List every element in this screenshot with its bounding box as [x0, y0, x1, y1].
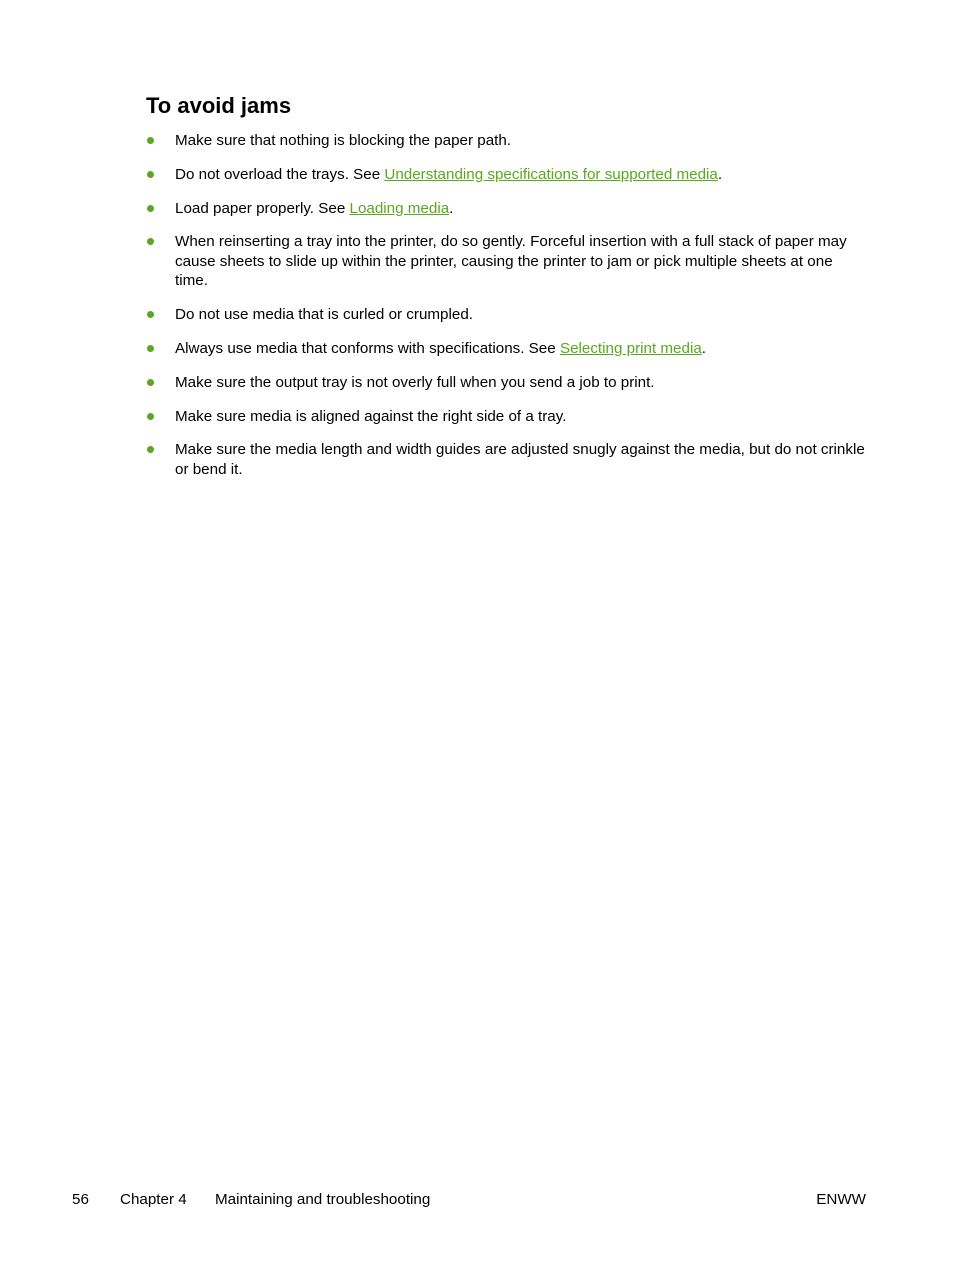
list-item-text: Do not overload the trays. See — [175, 165, 385, 183]
list-item-text: When reinserting a tray into the printer, do so gently. Forceful insertion with a full stack of paper may cause sheets to slide up within the printer, causing the printer to jam or pick multiple sheets at one time. — [175, 233, 847, 290]
bullet-icon — [147, 446, 154, 453]
bullet-icon — [147, 137, 154, 144]
list-item — [146, 440, 866, 479]
list-item — [146, 232, 866, 291]
list-item-text-end: . — [717, 165, 723, 183]
list-item-text: Always use media that conforms with specifications. See — [175, 339, 560, 357]
list-item-text: Do not use media that is curled or crumpled. — [175, 306, 473, 324]
page-number: 56 — [72, 1191, 89, 1208]
section-heading: To avoid jams — [146, 93, 292, 118]
list-item — [146, 165, 866, 185]
bullet-icon — [147, 379, 154, 386]
list-item-text-end: . — [449, 199, 454, 217]
jam-avoidance-list — [146, 131, 866, 494]
bullet-icon — [147, 345, 154, 352]
chapter-label: Chapter 4 — [120, 1191, 187, 1208]
list-item-text: Load paper properly. See — [175, 199, 350, 217]
list-item — [146, 373, 866, 393]
bullet-icon — [147, 238, 154, 245]
footer-right-label: ENWW — [816, 1191, 866, 1208]
page-footer — [72, 1190, 866, 1210]
link-understanding-specifications[interactable]: Understanding specifications for supported media — [384, 165, 718, 183]
link-loading-media[interactable]: Loading media — [349, 199, 450, 217]
list-item-text: Make sure that nothing is blocking the paper path. — [175, 132, 512, 149]
list-item — [146, 339, 866, 359]
chapter-title: Maintaining and troubleshooting — [215, 1191, 431, 1208]
bullet-icon — [147, 171, 154, 178]
bullet-icon — [147, 311, 154, 318]
list-item — [146, 407, 866, 427]
list-item — [146, 131, 866, 151]
list-item-text: Make sure media is aligned against the right side of a tray. — [175, 407, 567, 425]
list-item — [146, 199, 866, 219]
list-item-text: Make sure the output tray is not overly full when you send a job to print. — [175, 373, 655, 391]
list-item-text: Make sure the media length and width guides are adjusted snugly against the media, but do not crinkle or bend it. — [175, 441, 865, 478]
link-selecting-print-media[interactable]: Selecting print media — [559, 339, 702, 357]
bullet-icon — [147, 413, 154, 420]
bullet-icon — [147, 205, 154, 212]
list-item-text-end: . — [701, 339, 706, 357]
list-item — [146, 305, 866, 325]
